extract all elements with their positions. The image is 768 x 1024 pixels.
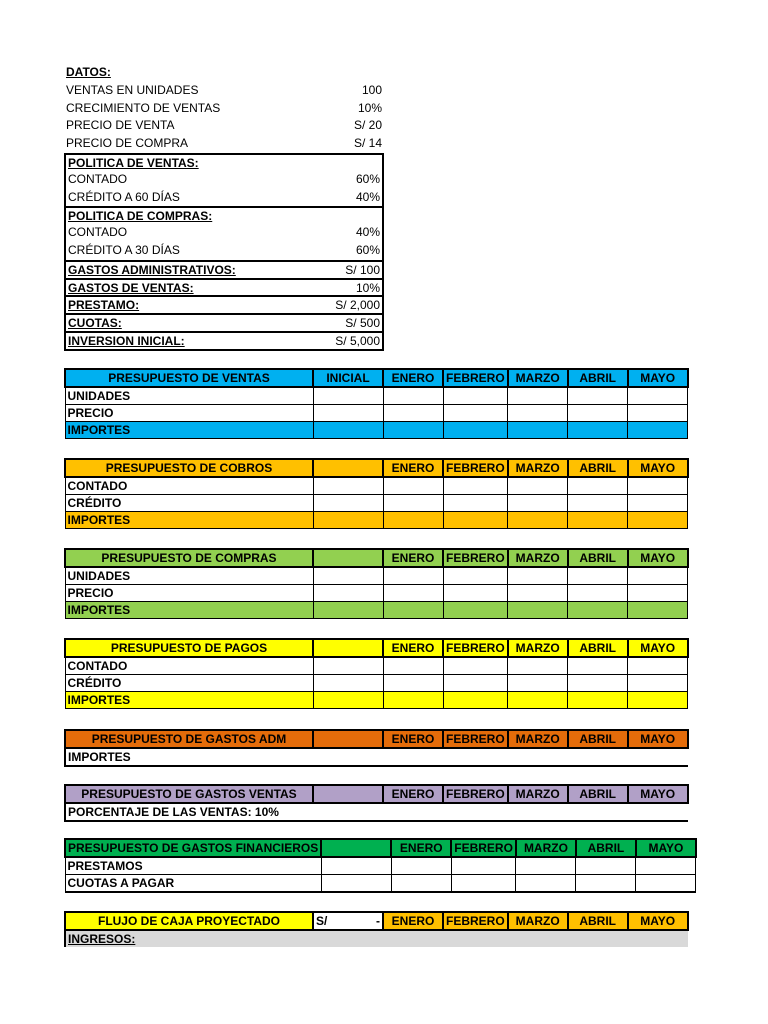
- cell[interactable]: [443, 567, 508, 585]
- row-label: CUOTAS A PAGAR: [65, 875, 321, 893]
- politica-ventas-title: POLITICA DE VENTAS:: [68, 155, 199, 170]
- column-header: FEBRERO: [443, 912, 508, 930]
- cell[interactable]: [508, 657, 568, 675]
- cell[interactable]: [508, 567, 568, 585]
- table-row: [65, 857, 696, 875]
- datos-row: [64, 135, 384, 153]
- cell[interactable]: [443, 803, 508, 821]
- cell[interactable]: [313, 477, 383, 495]
- cell[interactable]: [568, 585, 628, 602]
- cell[interactable]: [313, 675, 383, 692]
- datos-label: VENTAS EN UNIDADES: [66, 82, 199, 97]
- column-header: ABRIL: [576, 839, 636, 857]
- row-label: IMPORTES: [65, 422, 313, 439]
- row-label: CONTADO: [65, 477, 313, 495]
- row-label: PORCENTAJE DE LAS VENTAS: 10%: [65, 803, 313, 821]
- datos-box: [64, 153, 384, 351]
- table-title: FLUJO DE CAJA PROYECTADO: [65, 912, 313, 930]
- cell[interactable]: [321, 857, 391, 875]
- cell[interactable]: [628, 657, 688, 675]
- column-header: MAYO: [628, 369, 688, 387]
- row-label: CRÉDITO: [65, 675, 313, 692]
- total-row: [65, 602, 688, 619]
- column-header: FEBRERO: [443, 459, 508, 477]
- cell[interactable]: [443, 387, 508, 405]
- cell[interactable]: [568, 495, 628, 512]
- datos-value: S/ 14: [353, 136, 382, 151]
- cell[interactable]: [443, 512, 508, 529]
- column-header: MARZO: [508, 912, 568, 930]
- datos-row: [66, 189, 382, 207]
- table-row: [65, 405, 688, 422]
- cell: [383, 930, 443, 947]
- presupuesto-gastos-ventas-table: [64, 784, 689, 822]
- table-title: PRESUPUESTO DE VENTAS: [65, 369, 313, 387]
- cell[interactable]: [508, 602, 568, 619]
- datos-label: PRECIO DE COMPRA: [66, 136, 189, 151]
- table-header-row: [65, 369, 688, 387]
- column-header: FEBRERO: [451, 839, 516, 857]
- table-header-row: [65, 639, 688, 657]
- datos-value: 40%: [355, 225, 380, 240]
- column-header: MARZO: [508, 785, 568, 803]
- table-row: [65, 930, 688, 947]
- datos-label: INVERSION INICIAL:: [68, 333, 185, 348]
- presupuesto-cobros-table: [64, 458, 689, 529]
- table-title: PRESUPUESTO DE GASTOS VENTAS: [65, 785, 313, 803]
- cell[interactable]: [628, 675, 688, 692]
- cell[interactable]: [516, 857, 576, 875]
- datos-label: CONTADO: [68, 225, 128, 240]
- politica-ventas-title-row: [66, 153, 382, 171]
- cell: [313, 930, 383, 947]
- column-header: FEBRERO: [443, 549, 508, 567]
- column-header: MAYO: [628, 730, 688, 748]
- cell[interactable]: [568, 512, 628, 529]
- column-header: [313, 730, 383, 748]
- flujo-caja-table: [64, 911, 689, 947]
- cell[interactable]: [628, 477, 688, 495]
- cell[interactable]: [628, 422, 688, 439]
- datos-label: PRECIO DE VENTA: [66, 118, 175, 133]
- column-header: FEBRERO: [443, 369, 508, 387]
- column-header: ENERO: [383, 730, 443, 748]
- cell: [443, 930, 508, 947]
- currency-symbol: S/: [316, 914, 328, 928]
- cell[interactable]: [568, 387, 628, 405]
- presupuesto-compras-table: [64, 548, 689, 619]
- presupuesto-gastos-financieros-table: [64, 838, 697, 893]
- row-label: PRESTAMOS: [65, 857, 321, 875]
- cell[interactable]: [383, 405, 443, 422]
- datos-value: S/ 500: [345, 316, 380, 331]
- table-row: [65, 657, 688, 675]
- datos-row: [66, 242, 382, 260]
- row-label: CONTADO: [65, 657, 313, 675]
- cell[interactable]: [383, 657, 443, 675]
- column-header: FEBRERO: [443, 639, 508, 657]
- column-header: FEBRERO: [443, 730, 508, 748]
- column-header: MAYO: [636, 839, 696, 857]
- total-row: [65, 422, 688, 439]
- datos-value: 10%: [355, 280, 380, 295]
- cell[interactable]: [508, 692, 568, 709]
- table-row: [65, 875, 696, 893]
- cell[interactable]: [508, 748, 568, 766]
- table-row: [65, 803, 688, 821]
- cell[interactable]: [628, 602, 688, 619]
- cell[interactable]: [443, 495, 508, 512]
- presupuesto-ventas-table: [64, 368, 689, 439]
- datos-row: [66, 331, 382, 349]
- politica-compras-title: POLITICA DE COMPRAS:: [68, 209, 213, 224]
- initial-value: -: [376, 914, 380, 928]
- row-label: PRECIO: [65, 585, 313, 602]
- cell[interactable]: [568, 567, 628, 585]
- datos-label: CRECIMIENTO DE VENTAS: [66, 100, 221, 115]
- cell[interactable]: [628, 405, 688, 422]
- presupuesto-pagos-table: [64, 638, 689, 709]
- datos-value: S/ 100: [345, 262, 380, 277]
- column-header: MARZO: [508, 459, 568, 477]
- datos-value: 60%: [355, 242, 380, 257]
- column-header: ABRIL: [568, 785, 628, 803]
- cell: [508, 930, 568, 947]
- cell[interactable]: [568, 748, 628, 766]
- column-header: MAYO: [628, 639, 688, 657]
- column-header: [313, 549, 383, 567]
- column-header: MARZO: [508, 369, 568, 387]
- table-row: [65, 495, 688, 512]
- cell[interactable]: [443, 585, 508, 602]
- column-header: INICIAL: [313, 369, 383, 387]
- column-header: ENERO: [383, 549, 443, 567]
- column-header: ENERO: [391, 839, 451, 857]
- table-header-row: [65, 785, 688, 803]
- cell[interactable]: [508, 387, 568, 405]
- cell[interactable]: [628, 387, 688, 405]
- table-row: [65, 748, 688, 766]
- column-header: MAYO: [628, 912, 688, 930]
- cell[interactable]: [383, 387, 443, 405]
- column-header: MARZO: [516, 839, 576, 857]
- cell[interactable]: [508, 405, 568, 422]
- cell[interactable]: [313, 422, 383, 439]
- cell[interactable]: [516, 875, 576, 893]
- column-header: MAYO: [628, 549, 688, 567]
- cell[interactable]: [568, 657, 628, 675]
- cell[interactable]: [443, 477, 508, 495]
- datos-value: 60%: [355, 171, 380, 186]
- datos-row: [66, 295, 382, 313]
- cell[interactable]: [383, 512, 443, 529]
- table-title: PRESUPUESTO DE GASTOS ADM: [65, 730, 313, 748]
- row-label: IMPORTES: [65, 602, 313, 619]
- datos-value: 10%: [357, 100, 382, 115]
- datos-row: [66, 224, 382, 242]
- row-label: CRÉDITO: [65, 495, 313, 512]
- cell[interactable]: [383, 602, 443, 619]
- table-row: [65, 675, 688, 692]
- cell[interactable]: [383, 692, 443, 709]
- table-title: PRESUPUESTO DE COBROS: [65, 459, 313, 477]
- cell[interactable]: [313, 803, 383, 821]
- datos-value: S/ 2,000: [335, 298, 380, 313]
- cell[interactable]: [451, 875, 516, 893]
- cell[interactable]: [568, 477, 628, 495]
- cell[interactable]: [508, 495, 568, 512]
- cell[interactable]: [443, 692, 508, 709]
- datos-row: [66, 171, 382, 189]
- datos-label: GASTOS DE VENTAS:: [68, 280, 194, 295]
- datos-label: CUOTAS:: [68, 316, 122, 331]
- column-header: [313, 785, 383, 803]
- column-header: ENERO: [383, 369, 443, 387]
- datos-title: DATOS:: [66, 65, 111, 79]
- datos-value: 100: [361, 82, 382, 97]
- cell[interactable]: [391, 857, 451, 875]
- cell[interactable]: [628, 585, 688, 602]
- cell[interactable]: [508, 422, 568, 439]
- table-row: [65, 567, 688, 585]
- table-header-row: [65, 730, 688, 748]
- column-header: ENERO: [383, 912, 443, 930]
- datos-row: [66, 260, 382, 278]
- cell[interactable]: [383, 803, 443, 821]
- cell[interactable]: [576, 875, 636, 893]
- column-header: MAYO: [628, 459, 688, 477]
- cell[interactable]: [313, 602, 383, 619]
- column-header: ABRIL: [568, 730, 628, 748]
- cell[interactable]: [628, 512, 688, 529]
- column-header: MARZO: [508, 549, 568, 567]
- cell[interactable]: [636, 857, 696, 875]
- cell[interactable]: [313, 567, 383, 585]
- cell[interactable]: [443, 675, 508, 692]
- cell[interactable]: [313, 387, 383, 405]
- cell[interactable]: [568, 405, 628, 422]
- cell[interactable]: [628, 692, 688, 709]
- cell[interactable]: [443, 405, 508, 422]
- cell[interactable]: [508, 477, 568, 495]
- cell[interactable]: [628, 803, 688, 821]
- datos-section: [64, 64, 384, 351]
- cell[interactable]: [313, 692, 383, 709]
- datos-row: [66, 278, 382, 296]
- cell[interactable]: [383, 567, 443, 585]
- cell[interactable]: [313, 657, 383, 675]
- cell: [628, 930, 688, 947]
- column-header: ENERO: [383, 639, 443, 657]
- cell[interactable]: [313, 585, 383, 602]
- total-row: [65, 692, 688, 709]
- cell[interactable]: [576, 857, 636, 875]
- column-header: MAYO: [628, 785, 688, 803]
- cell[interactable]: [383, 477, 443, 495]
- datos-label: CRÉDITO A 60 DÍAS: [68, 189, 180, 204]
- table-header-row: [65, 549, 688, 567]
- row-label: IMPORTES: [65, 748, 313, 766]
- datos-row: [64, 117, 384, 135]
- datos-row: [66, 313, 382, 331]
- cell[interactable]: [508, 803, 568, 821]
- flujo-initial-cell: [313, 912, 383, 930]
- table-title: PRESUPUESTO DE GASTOS FINANCIEROS: [65, 839, 321, 857]
- column-header: ABRIL: [568, 459, 628, 477]
- cell[interactable]: [391, 875, 451, 893]
- row-label: UNIDADES: [65, 387, 313, 405]
- cell[interactable]: [313, 512, 383, 529]
- table-row: [65, 585, 688, 602]
- cell[interactable]: [628, 748, 688, 766]
- datos-row: [64, 82, 384, 100]
- cell[interactable]: [628, 495, 688, 512]
- cell[interactable]: [443, 602, 508, 619]
- datos-label: CRÉDITO A 30 DÍAS: [68, 242, 180, 257]
- row-label: IMPORTES: [65, 692, 313, 709]
- cell[interactable]: [636, 875, 696, 893]
- table-row: [65, 387, 688, 405]
- table-title: PRESUPUESTO DE PAGOS: [65, 639, 313, 657]
- datos-row: [64, 100, 384, 118]
- cell[interactable]: [568, 602, 628, 619]
- column-header: FEBRERO: [443, 785, 508, 803]
- column-header: [321, 839, 391, 857]
- politica-compras-title-row: [66, 206, 382, 224]
- cell[interactable]: [508, 675, 568, 692]
- datos-label: PRESTAMO:: [68, 298, 140, 313]
- column-header: [313, 639, 383, 657]
- column-header: ABRIL: [568, 912, 628, 930]
- cell[interactable]: [443, 748, 508, 766]
- column-header: ABRIL: [568, 369, 628, 387]
- table-header-row: [65, 839, 696, 857]
- row-label: INGRESOS:: [65, 930, 313, 947]
- column-header: ENERO: [383, 459, 443, 477]
- column-header: MARZO: [508, 639, 568, 657]
- column-header: ENERO: [383, 785, 443, 803]
- presupuesto-gastos-adm-table: [64, 729, 689, 767]
- datos-title-row: [64, 64, 384, 82]
- column-header: ABRIL: [568, 639, 628, 657]
- datos-value: S/ 5,000: [335, 333, 380, 348]
- cell: [568, 930, 628, 947]
- cell[interactable]: [313, 748, 383, 766]
- datos-label: CONTADO: [68, 171, 128, 186]
- cell[interactable]: [383, 748, 443, 766]
- row-label: PRECIO: [65, 405, 313, 422]
- cell[interactable]: [568, 692, 628, 709]
- cell[interactable]: [383, 495, 443, 512]
- datos-value: 40%: [355, 189, 380, 204]
- column-header: [313, 459, 383, 477]
- table-title: PRESUPUESTO DE COMPRAS: [65, 549, 313, 567]
- cell[interactable]: [443, 657, 508, 675]
- cell[interactable]: [628, 567, 688, 585]
- cell[interactable]: [443, 422, 508, 439]
- cell[interactable]: [508, 585, 568, 602]
- cell[interactable]: [383, 422, 443, 439]
- cell[interactable]: [313, 405, 383, 422]
- cell[interactable]: [383, 585, 443, 602]
- column-header: ABRIL: [568, 549, 628, 567]
- cell[interactable]: [313, 495, 383, 512]
- cell[interactable]: [451, 857, 516, 875]
- datos-label: GASTOS ADMINISTRATIVOS:: [68, 262, 236, 277]
- cell[interactable]: [383, 675, 443, 692]
- total-row: [65, 512, 688, 529]
- cell[interactable]: [568, 422, 628, 439]
- row-label: IMPORTES: [65, 512, 313, 529]
- table-header-row: [65, 912, 688, 930]
- cell[interactable]: [321, 875, 391, 893]
- datos-value: S/ 20: [353, 118, 382, 133]
- cell[interactable]: [568, 803, 628, 821]
- row-label: UNIDADES: [65, 567, 313, 585]
- table-header-row: [65, 459, 688, 477]
- column-header: MARZO: [508, 730, 568, 748]
- table-row: [65, 477, 688, 495]
- cell[interactable]: [508, 512, 568, 529]
- cell[interactable]: [568, 675, 628, 692]
